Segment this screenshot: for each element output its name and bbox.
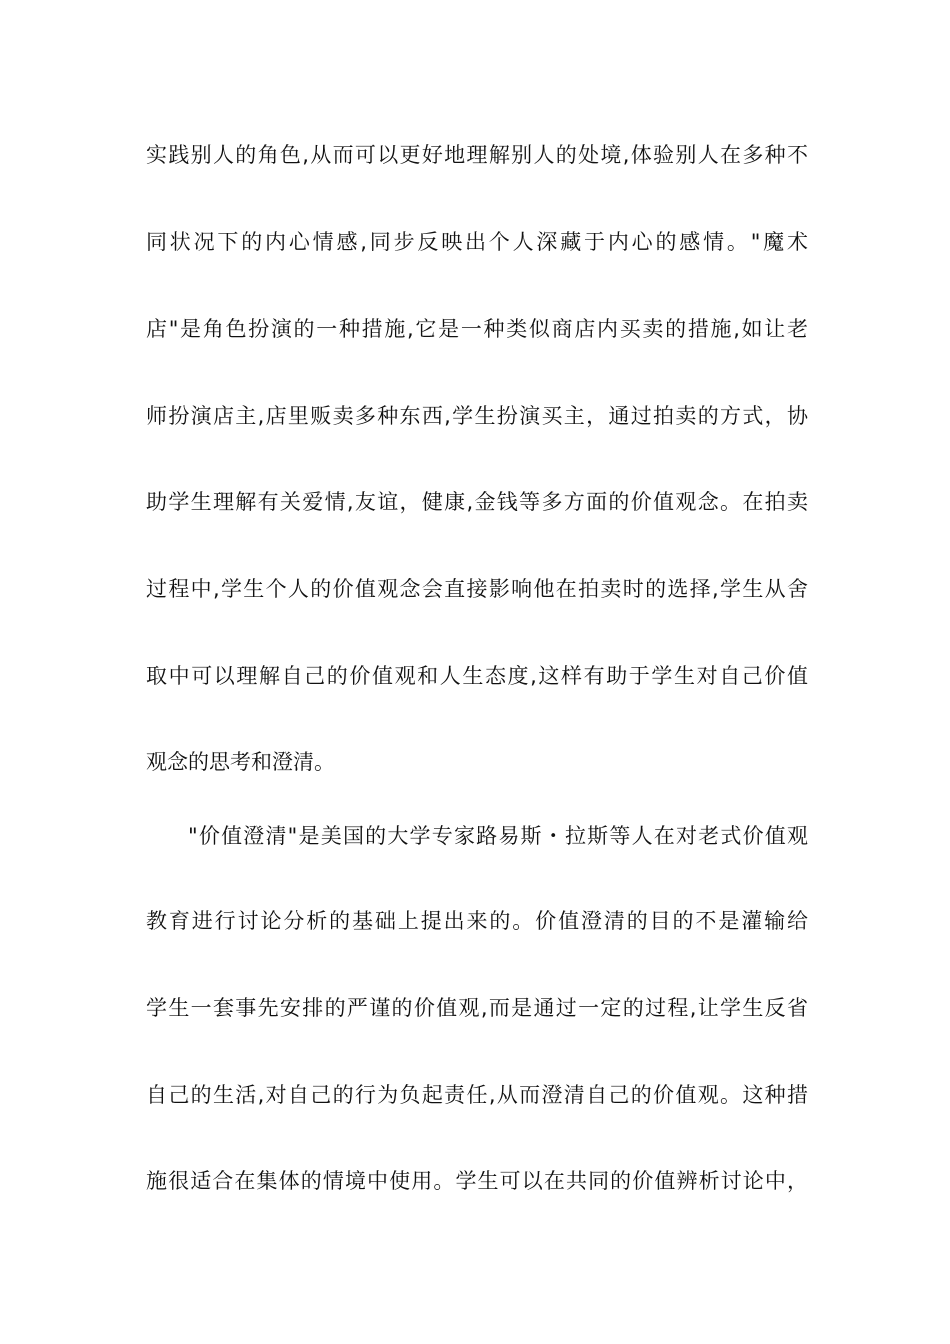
paragraph-1-line-2: 同状况下的内心情感,同步反映出个人深藏于内心的感情。"魔术 (146, 230, 808, 254)
paragraph-1-line-3: 店"是角色扮演的一种措施,它是一种类似商店内买卖的措施,如让老 (146, 317, 808, 341)
paragraph-2-line-4: 自己的生活,对自己的行为负起责任,从而澄清自己的价值观。这种措 (146, 1083, 808, 1107)
paragraph-1-line-4: 师扮演店主,店里贩卖多种东西,学生扮演买主，通过拍卖的方式，协 (146, 404, 808, 428)
paragraph-1-line-1: 实践别人的角色,从而可以更好地理解别人的处境,体验别人在多种不 (146, 143, 808, 167)
paragraph-2-line-3: 学生一套事先安排的严谨的价值观,而是通过一定的过程,让学生反省 (146, 996, 808, 1020)
paragraph-2-line-5: 施很适合在集体的情境中使用。学生可以在共同的价值辨析讨论中， (146, 1169, 808, 1193)
paragraph-1-line-8: 观念的思考和澄清。 (146, 750, 335, 774)
paragraph-1-line-5: 助学生理解有关爱情,友谊，健康,金钱等多方面的价值观念。在拍卖 (146, 490, 808, 514)
paragraph-2-line-1: "价值澄清"是美国的大学专家路易斯・拉斯等人在对老式价值观 (188, 824, 808, 848)
paragraph-2-line-2: 教育进行讨论分析的基础上提出来的。价值澄清的目的不是灌输给 (146, 909, 808, 933)
paragraph-1-line-6: 过程中,学生个人的价值观念会直接影响他在拍卖时的选择,学生从舍 (146, 577, 808, 601)
paragraph-1-line-7: 取中可以理解自己的价值观和人生态度,这样有助于学生对自己价值 (146, 664, 808, 688)
